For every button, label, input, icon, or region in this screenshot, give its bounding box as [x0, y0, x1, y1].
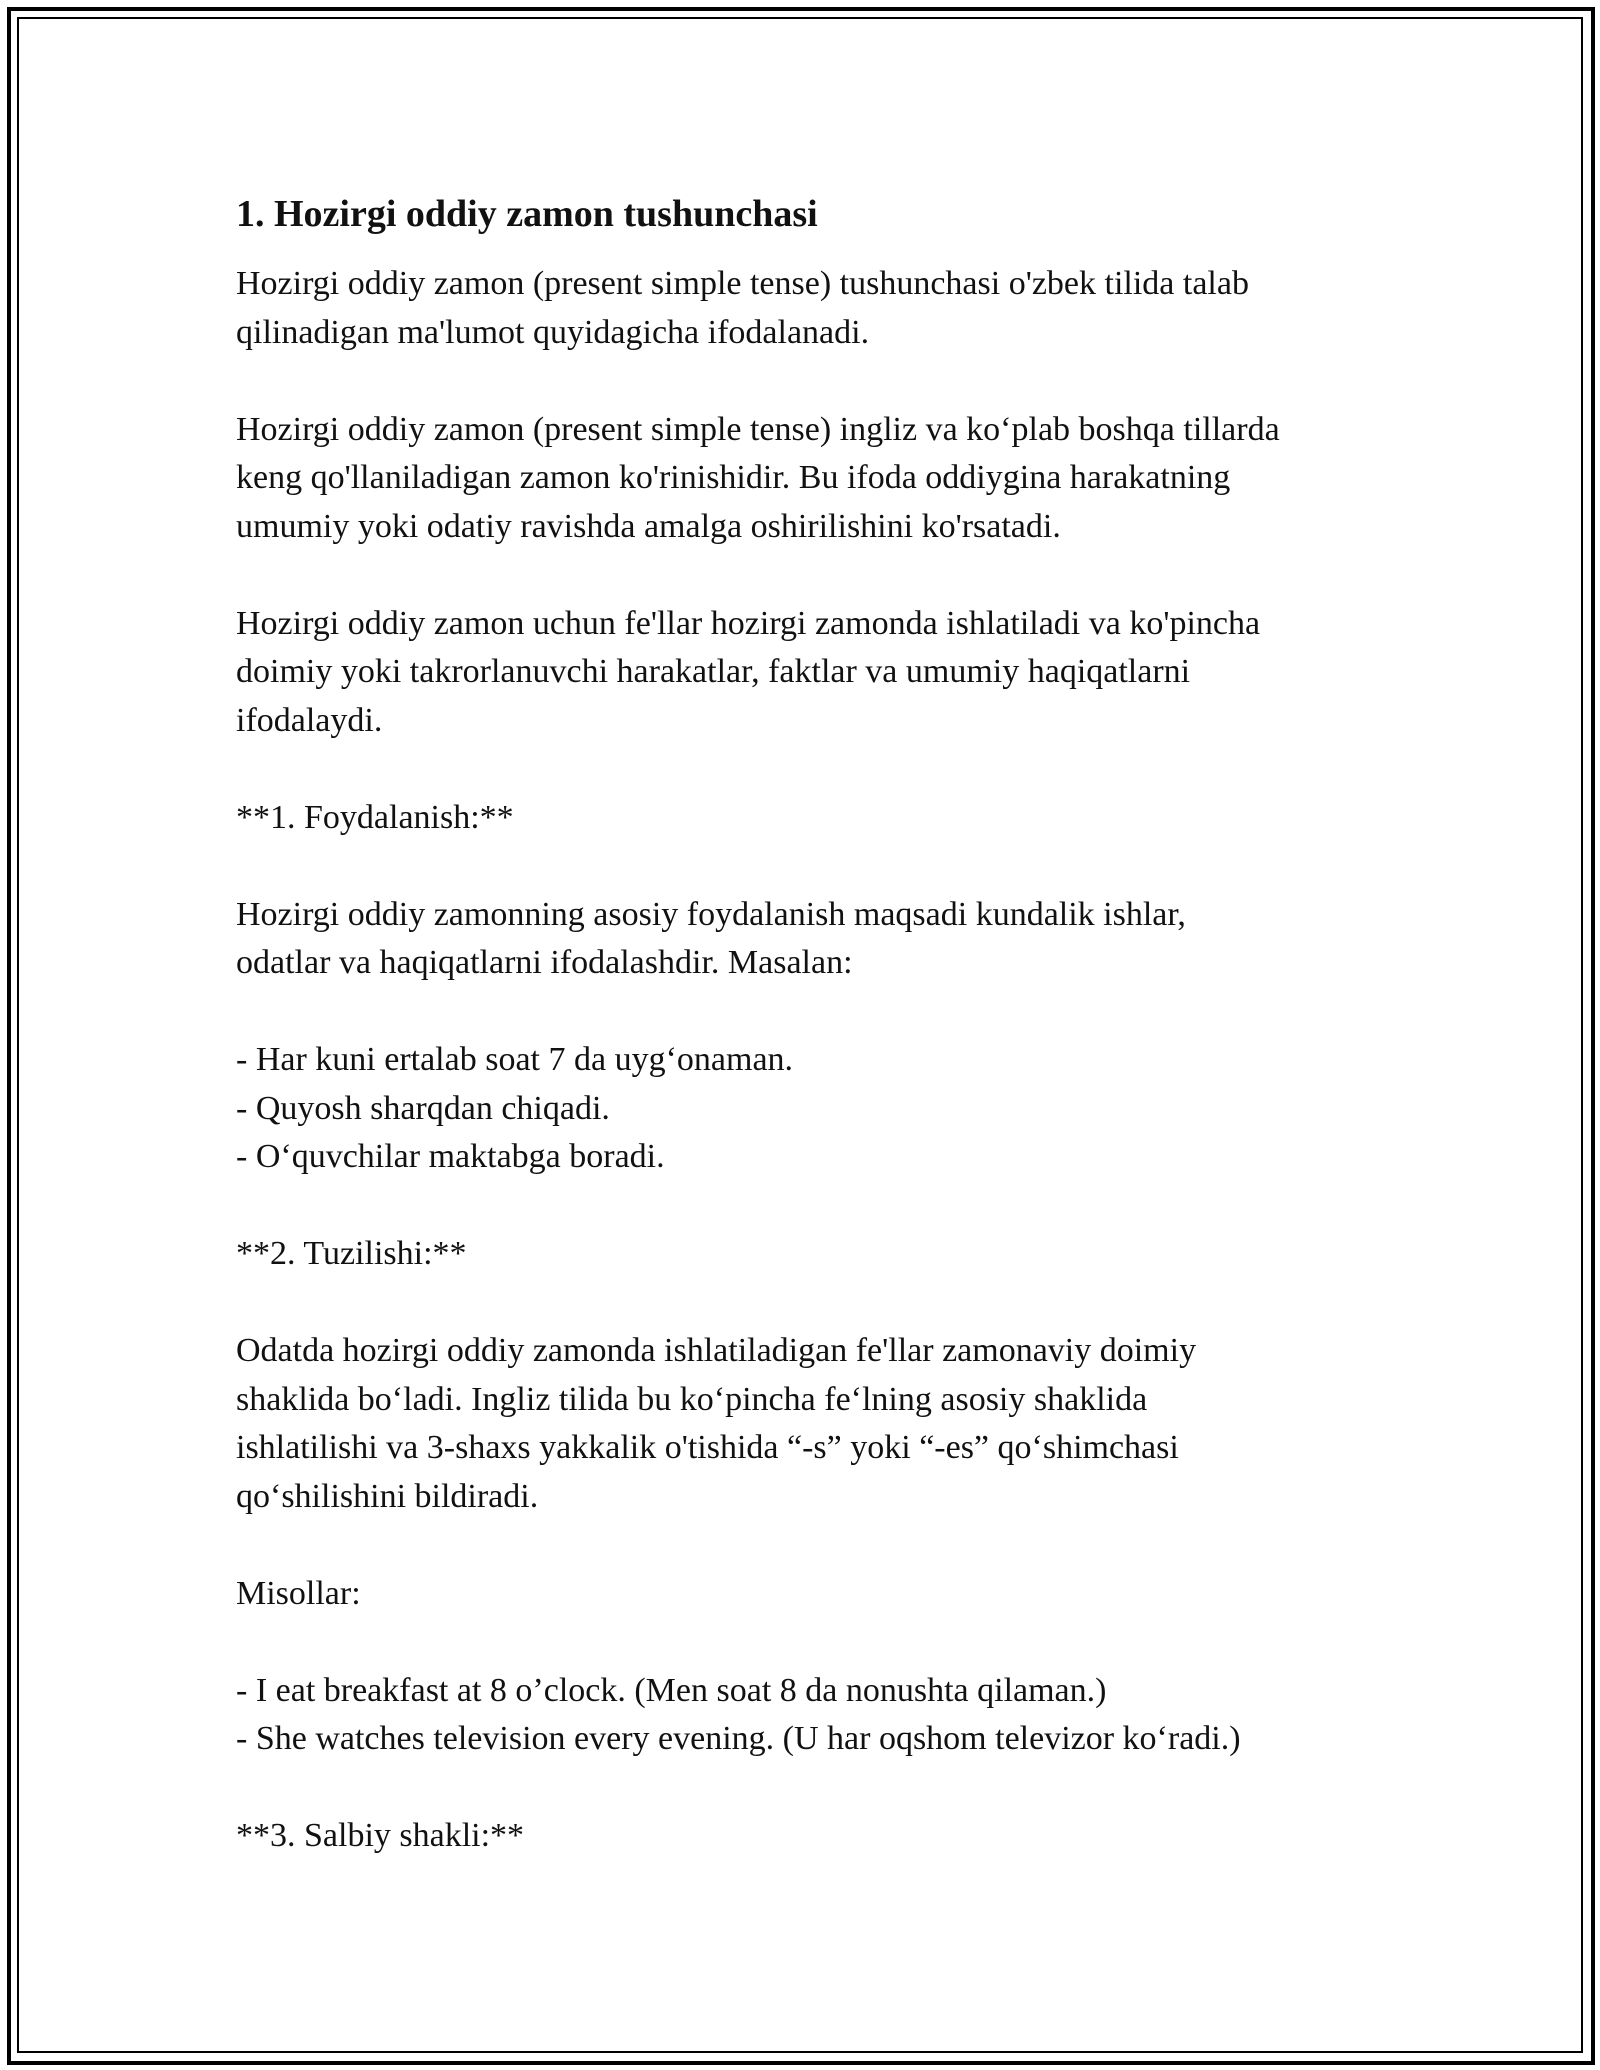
- list-item: - O‘quvchilar maktabga boradi.: [236, 1138, 665, 1175]
- spacer: [236, 1279, 1376, 1328]
- spacer: [236, 1764, 1376, 1813]
- paragraph-intro: Hozirgi oddiy zamon (present simple tense) tushunchasi o'zbek tilida talab qilinadigan ma'lumot quyidagicha ifodalanadi.: [236, 265, 1249, 351]
- paragraph-definition: Hozirgi oddiy zamon (present simple tense) ingliz va ko‘plab boshqa tillarda keng qo'llaniladigan zamon ko'rinishidir. Bu ifoda oddiygina harakatning umumiy yoki odatiy ravishda amalga oshirilishini ko'rsatadi.: [236, 410, 1280, 545]
- spacer: [236, 988, 1376, 1037]
- document-heading: 1. Hozirgi oddiy zamon tushunchasi: [236, 193, 818, 235]
- paragraph-foydalanish: Hozirgi oddiy zamonning asosiy foydalanish maqsadi kundalik ishlar, odatlar va haqiqatlarni ifodalashdir. Masalan:: [236, 895, 1186, 981]
- spacer: [236, 745, 1376, 794]
- list-item: - Har kuni ertalab soat 7 da uyg‘onaman.: [236, 1041, 794, 1078]
- document-body: [236, 188, 1376, 1861]
- paragraph-tuzilishi: Odatda hozirgi oddiy zamonda ishlatiladigan fe'llar zamonaviy doimiy shaklida bo‘ladi. Ingliz tilida bu ko‘pincha fe‘lning asosiy shaklida ishlatilishi va 3-shaxs yakkalik o'tishida “-s” yoki “-es” qo‘shimchasi qo‘shilishini bildiradi.: [236, 1332, 1197, 1515]
- spacer: [236, 1618, 1376, 1667]
- paragraph-usage-overview: Hozirgi oddiy zamon uchun fe'llar hozirgi zamonda ishlatiladi va ko'pincha doimiy yoki takrorlanuvchi harakatlar, faktlar va umumiy haqiqatlarni ifodalaydi.: [236, 604, 1261, 739]
- spacer: [236, 1182, 1376, 1231]
- misollar-label: Misollar:: [236, 1574, 361, 1612]
- spacer: [236, 551, 1376, 600]
- list-item: - I eat breakfast at 8 o’clock. (Men soat 8 da nonushta qilaman.): [236, 1671, 1107, 1709]
- list-item: - Quyosh sharqdan chiqadi.: [236, 1089, 610, 1127]
- spacer: [236, 1521, 1376, 1570]
- list-item: - She watches television every evening. (U har oqshom televizor ko‘radi.): [236, 1720, 1241, 1757]
- section-title-foydalanish: **1. Foydalanish:**: [236, 798, 514, 836]
- section-title-tuzilishi: **2. Tuzilishi:**: [236, 1235, 467, 1272]
- section-title-salbiy: **3. Salbiy shakli:**: [236, 1817, 525, 1854]
- spacer: [236, 357, 1376, 406]
- spacer: [236, 842, 1376, 891]
